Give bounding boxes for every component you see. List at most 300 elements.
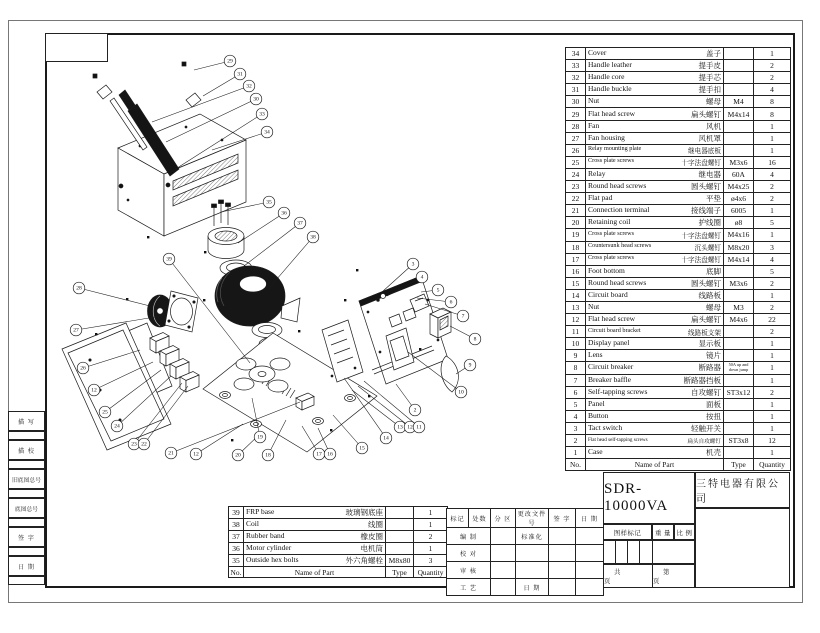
callout-38	[270, 231, 319, 287]
part-name-cn: 护线圈	[698, 218, 721, 228]
part-name	[244, 507, 386, 519]
part-row	[566, 350, 791, 362]
part-type	[724, 120, 754, 132]
part-row	[566, 156, 791, 168]
callout-12	[358, 386, 416, 433]
svg-text:2: 2	[413, 407, 417, 414]
part-no: 12	[566, 314, 586, 326]
margin-empty-box	[8, 547, 45, 556]
margin-empty-box	[8, 518, 45, 527]
part-type: ø4x6	[724, 193, 754, 205]
part-qty: 2	[754, 386, 791, 398]
part-name	[586, 386, 724, 398]
callout-31	[203, 68, 246, 96]
part-name-en: Motor cylinder	[246, 543, 292, 552]
part-type: M3	[724, 301, 754, 313]
part-no: 30	[566, 96, 586, 108]
part-name	[586, 398, 724, 410]
part-no: 8	[566, 362, 586, 374]
part-qty: 1	[754, 229, 791, 241]
part-name	[586, 265, 724, 277]
empty-cell	[549, 562, 576, 579]
part-qty: 16	[754, 156, 791, 168]
header-no: No.	[229, 567, 244, 578]
part-name-cn: 圆头螺钉	[691, 182, 721, 192]
header-qty: Quantity	[414, 567, 448, 578]
svg-text:7: 7	[461, 313, 465, 320]
part-type	[724, 422, 754, 434]
part-qty: 1	[414, 519, 448, 531]
part-name-en: Panel	[588, 398, 605, 408]
svg-text:10: 10	[458, 389, 464, 396]
svg-text:27: 27	[73, 327, 79, 334]
part-qty: 2	[754, 181, 791, 193]
part-name-cn: 继电器	[698, 169, 721, 179]
part-name-cn: 圆头螺钉	[691, 278, 721, 288]
part-name-cn: 外六角螺栓	[345, 556, 383, 565]
part-name-cn: 线路板支架	[688, 329, 721, 337]
svg-text:35: 35	[266, 199, 272, 206]
part-name-en: Case	[588, 447, 603, 457]
svg-text:21: 21	[168, 450, 174, 457]
part-type	[386, 507, 414, 519]
callout-9	[456, 359, 476, 374]
part-qty: 5	[754, 217, 791, 229]
svg-text:12: 12	[407, 424, 413, 431]
svg-text:24: 24	[114, 423, 120, 430]
margin-label-3: 旧底图总号	[8, 469, 45, 489]
part-qty: 1	[414, 543, 448, 555]
part-no: 23	[566, 181, 586, 193]
svg-text:6: 6	[449, 299, 453, 306]
empty-cell	[576, 545, 604, 562]
part-name-cn: 风机	[706, 121, 721, 131]
part-name-cn: 自攻螺钉	[691, 387, 721, 397]
svg-text:18: 18	[265, 452, 271, 459]
part-name-cn: 扁头螺钉	[691, 109, 721, 119]
sig-label-date: 日 期	[516, 579, 549, 596]
part-name-en: Flat head screw	[588, 108, 636, 118]
weight-label: 重 量	[652, 524, 674, 540]
header-name: Name of Part	[586, 459, 724, 471]
empty-cell	[491, 579, 516, 596]
part-row	[566, 338, 791, 350]
part-name	[586, 48, 724, 60]
svg-text:8: 8	[473, 336, 477, 343]
part-name-en: Cover	[588, 48, 607, 58]
part-no: 18	[566, 241, 586, 253]
rev-header-mark: 标记	[447, 509, 469, 528]
part-type	[724, 447, 754, 459]
svg-text:26: 26	[80, 365, 86, 372]
empty-cell	[576, 579, 604, 596]
part-name-en: Cross plate screws	[588, 254, 635, 262]
part-no: 10	[566, 338, 586, 350]
mark-box-4	[639, 540, 653, 564]
part-no: 20	[566, 217, 586, 229]
sig-label-draft: 编 制	[447, 528, 491, 545]
part-no: 5	[566, 398, 586, 410]
part-name	[586, 229, 724, 241]
part-row	[566, 72, 791, 84]
parts-table-header	[566, 459, 791, 471]
callout-37	[244, 217, 306, 266]
part-type	[724, 338, 754, 350]
part-name-en: Coil	[246, 519, 259, 528]
part-name-cn: 电机筒	[360, 544, 383, 553]
part-row	[566, 144, 791, 156]
part-row	[566, 289, 791, 301]
part-name-en: Breaker baffle	[588, 374, 631, 384]
part-row	[566, 301, 791, 313]
part-no: 6	[566, 386, 586, 398]
part-name-en: Flat pad	[588, 193, 613, 203]
part-type: M8x80	[386, 555, 414, 567]
part-name-en: Flat head self-tapping screws	[588, 436, 648, 443]
part-row	[229, 507, 448, 519]
part-row	[566, 253, 791, 265]
empty-cell	[576, 562, 604, 579]
weight-scale-empty	[652, 540, 695, 564]
part-type	[724, 132, 754, 144]
part-name-en: Lens	[588, 350, 603, 360]
part-no: 26	[566, 144, 586, 156]
part-qty: 4	[754, 168, 791, 180]
empty-cell	[491, 545, 516, 562]
part-row	[566, 362, 791, 374]
part-no: 14	[566, 289, 586, 301]
retaining-ring-part	[252, 323, 282, 338]
fan-housing-part	[165, 291, 198, 332]
part-row	[566, 181, 791, 193]
part-type: M4x16	[724, 229, 754, 241]
rev-header-zone: 分 区	[491, 509, 516, 528]
svg-text:33: 33	[259, 111, 265, 118]
part-name-cn: 线路板	[698, 290, 721, 300]
part-no: 27	[566, 132, 586, 144]
margin-label-5: 签 字	[8, 527, 45, 547]
part-no: 3	[566, 422, 586, 434]
part-name-cn: 轻触开关	[691, 423, 721, 433]
svg-text:29: 29	[227, 58, 233, 65]
part-qty: 3	[414, 555, 448, 567]
part-type	[724, 326, 754, 338]
part-qty: 2	[754, 72, 791, 84]
part-name-en: Nut	[588, 302, 600, 312]
part-no: 4	[566, 410, 586, 422]
part-name-en: Button	[588, 410, 609, 420]
empty-cell	[549, 528, 576, 545]
part-no: 31	[566, 84, 586, 96]
sig-label-standardization: 标准化	[516, 528, 549, 545]
svg-text:5: 5	[436, 287, 440, 294]
part-row	[229, 531, 448, 543]
part-qty: 5	[754, 265, 791, 277]
part-qty: 1	[754, 120, 791, 132]
part-name-en: Cross plate screws	[588, 229, 635, 237]
sig-label-review: 审 核	[447, 562, 491, 579]
part-name-cn: 线圈	[368, 520, 383, 529]
part-row	[566, 265, 791, 277]
motor-cylinder-part	[208, 228, 244, 259]
part-name	[244, 531, 386, 543]
svg-text:16: 16	[327, 451, 333, 458]
part-name-en: Relay	[588, 168, 606, 178]
header-no: No.	[566, 459, 586, 471]
svg-text:19: 19	[257, 434, 263, 441]
part-name	[586, 422, 724, 434]
header-name: Name of Part	[244, 567, 386, 578]
total-pages-label: 共 页	[603, 564, 653, 588]
part-qty: 2	[754, 277, 791, 289]
part-no: 37	[229, 531, 244, 543]
part-name-cn: 风机罩	[698, 133, 721, 143]
part-name	[586, 132, 724, 144]
rev-header-sign: 签 字	[549, 509, 576, 528]
part-name	[586, 205, 724, 217]
part-name	[586, 253, 724, 265]
part-type: ST3x12	[724, 386, 754, 398]
part-name	[244, 543, 386, 555]
part-name-cn: 螺母	[706, 303, 721, 313]
part-no: 2	[566, 435, 586, 447]
part-name	[586, 314, 724, 326]
header-type: Type	[724, 459, 754, 471]
part-name	[586, 289, 724, 301]
part-type	[724, 374, 754, 386]
svg-text:38: 38	[310, 234, 316, 241]
part-qty: 1	[754, 48, 791, 60]
part-type: M4x14	[724, 108, 754, 120]
part-no: 38	[229, 519, 244, 531]
part-type: ST3x8	[724, 435, 754, 447]
part-no: 19	[566, 229, 586, 241]
part-qty: 1	[754, 144, 791, 156]
part-type: 60A	[724, 168, 754, 180]
part-no: 35	[229, 555, 244, 567]
header-qty: Quantity	[754, 459, 791, 471]
part-qty: 1	[754, 398, 791, 410]
svg-text:11: 11	[416, 424, 422, 431]
part-qty: 3	[754, 241, 791, 253]
title-block-empty-right	[695, 508, 790, 588]
sig-label-check: 校 对	[447, 545, 491, 562]
part-row	[566, 96, 791, 108]
part-name-en: Circuit board bracket	[588, 326, 641, 334]
part-row	[229, 543, 448, 555]
part-no: 15	[566, 277, 586, 289]
lens-part	[441, 356, 458, 392]
svg-text:22: 22	[141, 441, 147, 448]
part-type: M4x6	[724, 314, 754, 326]
part-name-en: Display panel	[588, 338, 630, 348]
part-name-en: Foot bottom	[588, 265, 625, 275]
svg-text:31: 31	[237, 71, 243, 78]
part-type	[724, 48, 754, 60]
part-type	[724, 398, 754, 410]
part-name-cn: 沉头螺钉	[694, 245, 721, 253]
part-name-cn: 提手皮	[698, 61, 721, 71]
part-name	[586, 362, 724, 374]
part-type	[386, 543, 414, 555]
part-row	[566, 132, 791, 144]
callout-29	[194, 55, 236, 70]
part-row	[566, 422, 791, 434]
part-name-cn: 断路器挡板	[683, 375, 721, 385]
exploded-view-drawing	[45, 33, 565, 505]
part-row	[229, 555, 448, 567]
part-no: 13	[566, 301, 586, 313]
part-type	[386, 519, 414, 531]
part-qty: 2	[414, 531, 448, 543]
drawing-mark-label: 图样标记	[603, 524, 652, 540]
part-qty: 8	[754, 108, 791, 120]
margin-empty-box	[8, 460, 45, 469]
part-name-en: Round head screws	[588, 181, 647, 191]
part-name	[586, 72, 724, 84]
part-no: 9	[566, 350, 586, 362]
part-name	[586, 435, 724, 447]
part-type	[724, 60, 754, 72]
margin-label-6: 日 期	[8, 556, 45, 576]
part-no: 21	[566, 205, 586, 217]
svg-text:12: 12	[91, 387, 97, 394]
part-name	[586, 241, 724, 253]
part-name-en: Nut	[588, 96, 600, 106]
part-type: M4	[724, 96, 754, 108]
part-name-cn: 按扭	[706, 411, 721, 421]
part-name	[586, 96, 724, 108]
part-type	[724, 84, 754, 96]
part-row	[566, 229, 791, 241]
part-qty: 1	[414, 507, 448, 519]
part-row	[566, 60, 791, 72]
part-name-cn: 螺母	[706, 97, 721, 107]
part-row	[566, 398, 791, 410]
part-qty: 22	[754, 314, 791, 326]
svg-text:37: 37	[297, 220, 303, 227]
part-type: M3x6	[724, 277, 754, 289]
part-no: 11	[566, 326, 586, 338]
svg-text:15: 15	[359, 445, 365, 452]
part-no: 39	[229, 507, 244, 519]
part-name-en: Tact switch	[588, 422, 623, 432]
part-name-en: Outside hex bolts	[246, 555, 299, 564]
part-name	[586, 156, 724, 168]
sig-label-process: 工 艺	[447, 579, 491, 596]
svg-text:17: 17	[316, 451, 322, 458]
parts-table-secondary	[228, 506, 448, 578]
part-name	[586, 60, 724, 72]
part-no: 29	[566, 108, 586, 120]
margin-label-2: 描 校	[8, 440, 45, 460]
svg-text:12: 12	[193, 451, 199, 458]
part-type: 50A up and down jump	[724, 362, 754, 374]
part-name-cn: 橡皮圈	[360, 532, 383, 541]
svg-text:3: 3	[411, 261, 415, 268]
part-name-cn: 扁头自攻螺钉	[687, 438, 721, 445]
part-name	[586, 108, 724, 120]
part-row	[566, 447, 791, 459]
part-no: 7	[566, 374, 586, 386]
svg-text:23: 23	[131, 441, 137, 448]
part-row	[566, 108, 791, 120]
part-row	[566, 326, 791, 338]
part-name-en: Handle core	[588, 72, 625, 82]
part-qty: 1	[754, 205, 791, 217]
part-row	[229, 519, 448, 531]
parts-table-main	[565, 47, 791, 471]
part-name	[586, 193, 724, 205]
callout-13	[352, 390, 406, 433]
part-row	[566, 277, 791, 289]
part-type	[724, 410, 754, 422]
part-name	[586, 301, 724, 313]
svg-text:34: 34	[264, 129, 270, 136]
svg-text:32: 32	[246, 83, 252, 90]
part-type: 6005	[724, 205, 754, 217]
part-type: ø8	[724, 217, 754, 229]
part-no: 1	[566, 447, 586, 459]
part-name-cn: 平垫	[706, 194, 721, 204]
svg-text:30: 30	[253, 96, 259, 103]
part-no: 24	[566, 168, 586, 180]
part-name	[586, 277, 724, 289]
part-type: M4x25	[724, 181, 754, 193]
part-no: 17	[566, 253, 586, 265]
part-qty: 4	[754, 253, 791, 265]
part-no: 36	[229, 543, 244, 555]
circuit-breaker-part	[430, 308, 451, 338]
svg-text:4: 4	[420, 274, 424, 281]
part-no: 25	[566, 156, 586, 168]
part-name	[586, 84, 724, 96]
margin-empty-box	[8, 489, 45, 498]
part-qty: 1	[754, 289, 791, 301]
part-no: 16	[566, 265, 586, 277]
company-name: 三特电器有限公司	[695, 472, 790, 508]
part-name	[586, 410, 724, 422]
part-name-en: Self-tapping screws	[588, 386, 648, 396]
part-row	[566, 241, 791, 253]
part-name	[586, 120, 724, 132]
part-qty: 1	[754, 410, 791, 422]
part-name-cn: 显示板	[698, 339, 721, 349]
part-qty: 1	[754, 338, 791, 350]
part-name-cn: 十字法盘螺钉	[681, 257, 721, 265]
part-name-cn: 提手扣	[698, 85, 721, 95]
part-type	[724, 289, 754, 301]
part-qty: 2	[754, 326, 791, 338]
svg-text:25: 25	[102, 409, 108, 416]
svg-text:36: 36	[281, 210, 287, 217]
empty-cell	[549, 579, 576, 596]
part-qty: 1	[754, 132, 791, 144]
part-qty: 1	[754, 350, 791, 362]
svg-text:9: 9	[468, 362, 472, 369]
parts-table-header	[229, 567, 448, 578]
part-qty: 2	[754, 193, 791, 205]
part-name-en: Handle buckle	[588, 84, 632, 94]
part-row	[566, 410, 791, 422]
svg-text:39: 39	[166, 256, 172, 263]
part-name-cn: 提手芯	[698, 73, 721, 83]
callout-28	[73, 282, 150, 306]
part-name-en: Round head screws	[588, 277, 647, 287]
part-row	[566, 84, 791, 96]
part-name-cn: 盖子	[706, 49, 721, 59]
scale-label: 比 例	[674, 524, 695, 540]
